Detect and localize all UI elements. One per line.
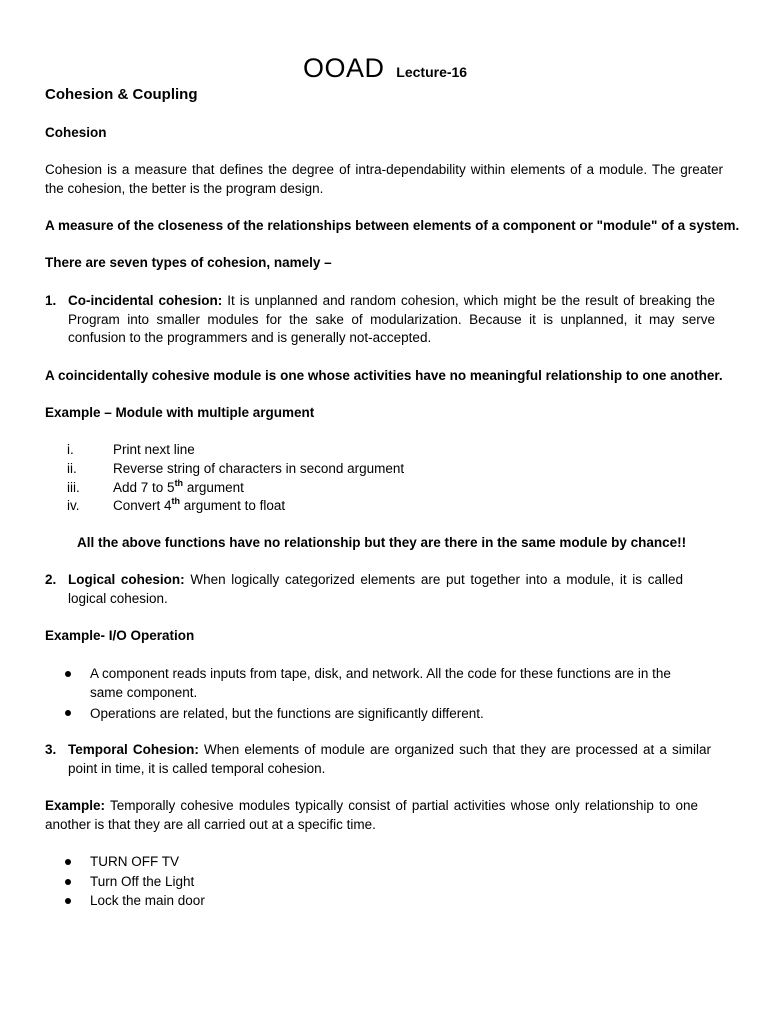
logical-bullet-1-line-2: same component. (90, 685, 198, 700)
coincidental-text-1: It is unplanned and random cohesion, which might be the result of breaking the (227, 293, 715, 308)
bullet-dot (65, 710, 71, 716)
roman-num-2: ii. (67, 461, 77, 476)
temporal-item-3: Lock the main door (90, 893, 205, 908)
types-intro: There are seven types of cohesion, namely – (45, 255, 332, 270)
roman-item-2-text: Reverse string of characters in second argument (113, 461, 405, 476)
temporal-example-line-2: another is that they are all carried out at a specific time. (45, 817, 376, 832)
coincidental-line-2: Program into smaller modules for the sake of modularization. Because it is unplanned, it may serve (68, 312, 715, 327)
logical-term: Logical cohesion: (68, 572, 185, 587)
temporal-text-1: When elements of module are organized such that they are processed at a similar (204, 742, 711, 757)
logical-bullet-1-line-1 (90, 665, 671, 683)
temporal-line-2: point in time, it is called temporal cohesion. (68, 761, 326, 776)
bullet-dot (65, 859, 71, 865)
roman-num-3: iii. (67, 480, 80, 495)
roman-item-2 (113, 460, 404, 478)
coincidental-note: A coincidentally cohesive module is one whose activities have no meaningful relationship to one another. (45, 368, 723, 383)
logical-bullet-1-text: component reads inputs from tape, disk, and network. All the code for these functions are in the (98, 666, 671, 681)
logical-example-heading: Example- I/O Operation (45, 628, 195, 643)
temporal-line-1 (68, 741, 711, 759)
roman-item-4 (113, 497, 285, 515)
coincidental-conclusion: All the above functions have no relationship but they are there in the same module by chance!! (77, 535, 687, 550)
roman-item-3-sup: th (174, 478, 184, 488)
roman-num-4: iv. (67, 498, 80, 513)
bullet-dot (65, 879, 71, 885)
temporal-item-1: TURN OFF TV (90, 854, 179, 869)
roman-item-3-pre: Add 7 to 5 (113, 480, 175, 495)
definition-text: A measure of the closeness of the relationships between elements of a component or "module" of a system. (45, 218, 740, 233)
main-heading: Cohesion & Coupling (45, 86, 198, 103)
temporal-term: Temporal Cohesion: (68, 742, 199, 757)
logical-line-1 (68, 571, 683, 589)
coincidental-term: Co-incidental cohesion: (68, 293, 223, 308)
roman-item-1 (113, 441, 195, 459)
title-lecture: Lecture-16 (396, 64, 468, 80)
bullet-dot (65, 898, 71, 904)
logical-bullet-1-marker: A (90, 666, 99, 681)
roman-item-4-post: argument to float (180, 498, 286, 513)
title-main: OOAD (303, 53, 385, 83)
bullet-dot (65, 671, 71, 677)
temporal-example-text-1: Temporally cohesive modules typically consist of partial activities whose only relationship to one (109, 798, 699, 813)
logical-line-2: logical cohesion. (68, 591, 168, 606)
logical-number: 2. (45, 572, 57, 587)
intro-line-2: the cohesion, the better is the program design. (45, 181, 324, 196)
coincidental-line-1 (68, 292, 715, 310)
roman-item-3-post: argument (183, 480, 244, 495)
temporal-example-line-1 (45, 797, 698, 815)
roman-num-1: i. (67, 442, 74, 457)
section-heading: Cohesion (45, 125, 107, 140)
roman-item-4-pre: Convert 4 (113, 498, 172, 513)
logical-bullet-2: Operations are related, but the functions are significantly different. (90, 706, 484, 721)
temporal-example-label: Example: (45, 798, 106, 813)
roman-item-4-sup: th (171, 496, 181, 506)
roman-item-1-text: Print next line (113, 442, 195, 457)
temporal-item-2: Turn Off the Light (90, 874, 195, 889)
coincidental-number: 1. (45, 293, 57, 308)
temporal-number: 3. (45, 742, 57, 757)
coincidental-line-3: confusion to the programmers and is generally not-accepted. (68, 330, 432, 345)
roman-item-3 (113, 479, 244, 497)
intro-line-1: Cohesion is a measure that defines the degree of intra-dependability within elements of a module. The greater (45, 162, 723, 177)
coincidental-example-heading: Example – Module with multiple argument (45, 405, 315, 420)
page-title (303, 52, 467, 89)
logical-text-1: When logically categorized elements are put together into a module, it is called (190, 572, 683, 587)
